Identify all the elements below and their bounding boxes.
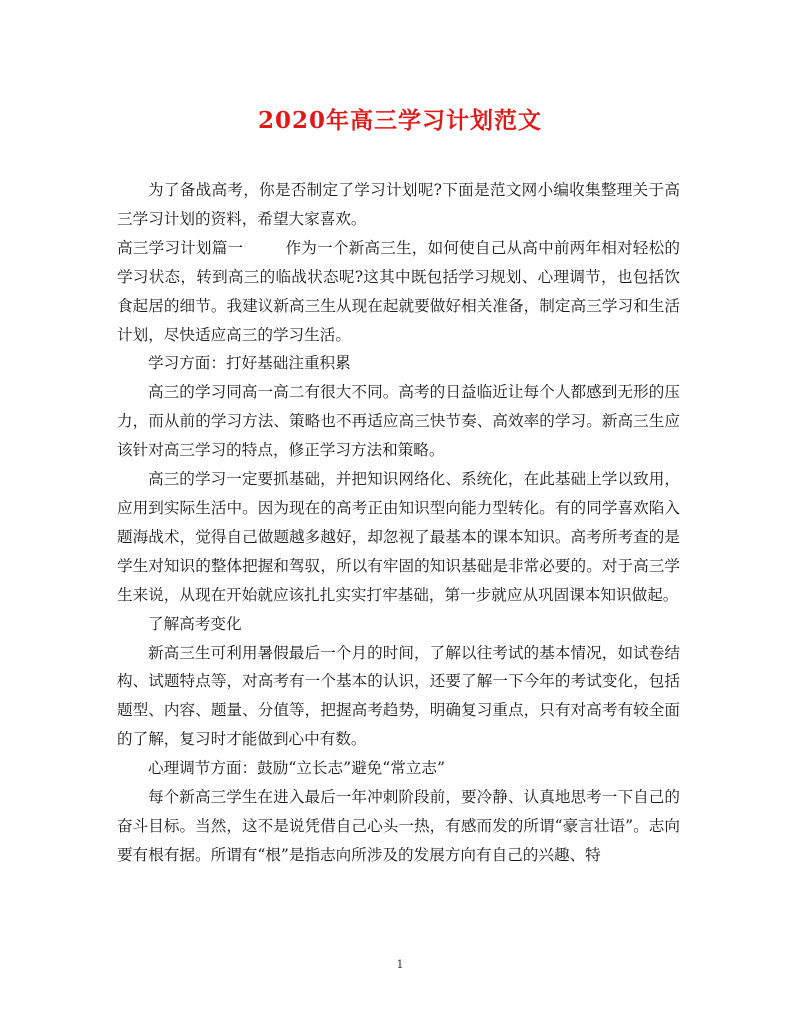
page-number: 1 xyxy=(396,958,404,971)
section1-label: 高三学习计划篇一 xyxy=(117,238,244,257)
paragraph-section1 xyxy=(117,234,680,350)
section1-text: 作为一个新高三生，如何使自己从高中前两年相对轻松的学习状态，转到高三的临战状态呢?这其中既包括学习规划、心理调节，也包括饮食起居的细节。我建议新高三生从现在起就要做好相关准备，制定高三学习和生活计划，尽快适应高三的学习生活。 xyxy=(117,238,680,344)
document-body xyxy=(117,176,680,870)
heading-mental: 心理调节方面：鼓励“立长志”避免“常立志” xyxy=(148,759,445,778)
paragraph-mental-1: 每个新高三学生在进入最后一年冲刺阶段前，要冷静、认真地思考一下自己的奋斗目标。当然，这不是说凭借自己心头一热，有感而发的所谓“豪言壮语”。志向要有根有据。所谓有“根”是指志向所涉及的发展方向有自己的兴趣、特 xyxy=(117,788,680,864)
paragraph-study-1: 高三的学习同高一高二有很大不同。高考的日益临近让每个人都感到无形的压力，而从前的学习方法、策略也不再适应高三快节奏、高效率的学习。新高三生应该针对高三学习的特点，修正学习方法和策略。 xyxy=(117,383,680,460)
paragraph-study-2: 高三的学习一定要抓基础，并把知识网络化、系统化，在此基础上学以致用，应用到实际生活中。因为现在的高考正由知识型向能力型转化。有的同学喜欢陷入题海战术，觉得自己做题越多越好，却忽视了最基本的课本知识。高考所考查的是学生对知识的整体把握和驾驭，所以有牢固的知识基础是非常必要的。对于高三学生来说，从现在开始就应该扎扎实实打牢基础，第一步就应从巩固课本知识做起。 xyxy=(117,470,680,604)
heading-exam: 了解高考变化 xyxy=(148,614,242,633)
paragraph-intro: 为了备战高考，你是否制定了学习计划呢?下面是范文网小编收集整理关于高三学习计划的资料，希望大家喜欢。 xyxy=(117,181,680,228)
document-title: 2020年高三学习计划范文 xyxy=(257,107,542,134)
heading-study: 学习方面：打好基础注重积累 xyxy=(148,354,351,373)
paragraph-exam-1: 新高三生可利用暑假最后一个月的时间，了解以往考试的基本情况，如试卷结构、试题特点等，对高考有一个基本的认识，还要了解一下今年的考试变化，包括题型、内容、题量、分值等，把握高考趋势，明确复习重点，只有对高考有较全面的了解，复习时才能做到心中有数。 xyxy=(117,643,680,749)
